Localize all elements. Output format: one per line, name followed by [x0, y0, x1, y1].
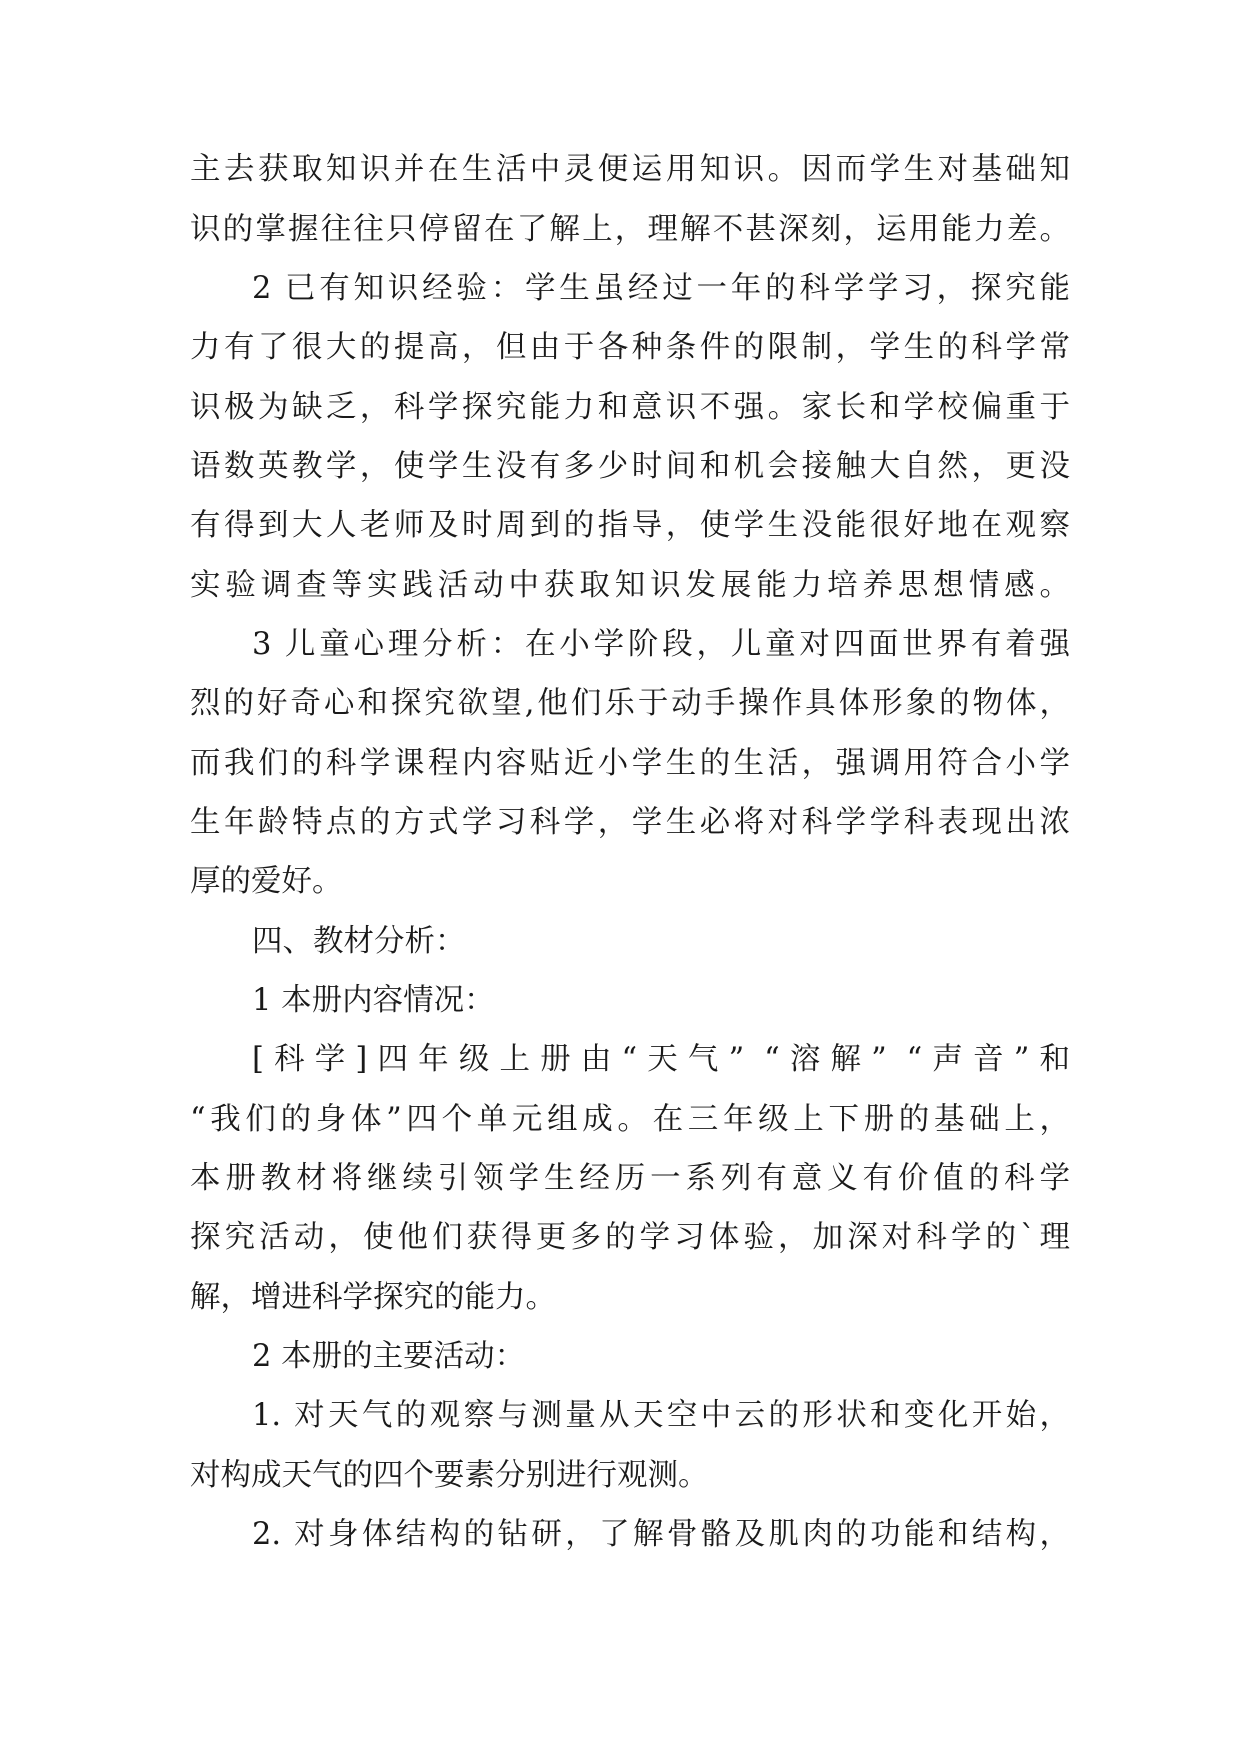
text-line: 有得到大人老师及时周到的指导，使学生没能很好地在观察 [190, 508, 1070, 543]
list-item: 2. 对身体结构的钻研，了解骨骼及肌肉的功能和结构， [252, 1517, 1070, 1552]
text-line: 生年龄特点的方式学习科学，学生必将对科学学科表现出浓 [190, 805, 1070, 840]
text-line: 识极为缺乏，科学探究能力和意识不强。家长和学校偏重于 [190, 390, 1070, 425]
text-line: [科学]四年级上册由“天气” “溶解” “声音”和 [252, 1042, 1070, 1077]
text-line: 2 已有知识经验：学生虽经过一年的科学学习，探究能 [252, 271, 1070, 306]
text-line: “我们的身体”四个单元组成。在三年级上下册的基础上， [190, 1102, 1070, 1137]
section-heading: 四、教材分析： [252, 924, 466, 959]
text-line: 探究活动，使他们获得更多的学习体验，加深对科学的`理 [190, 1220, 1070, 1255]
list-item: 1. 对天气的观察与测量从天空中云的形状和变化开始， [252, 1398, 1070, 1433]
subsection-heading: 1 本册内容情况： [252, 983, 495, 1018]
text-line: 实验调查等实践活动中获取知识发展能力培养思想情感。 [190, 568, 1070, 603]
text-line: 解，增进科学探究的能力。 [190, 1280, 556, 1315]
text-line: 语数英教学，使学生没有多少时间和机会接触大自然，更没 [190, 449, 1070, 484]
subsection-heading: 2 本册的主要活动： [252, 1339, 526, 1374]
text-line: 主去获取知识并在生活中灵便运用知识。因而学生对基础知 [190, 152, 1070, 187]
text-line: 3 儿童心理分析：在小学阶段，儿童对四面世界有着强 [252, 627, 1070, 662]
text-line: 识的掌握往往只停留在了解上，理解不甚深刻，运用能力差。 [190, 212, 1070, 247]
text-line: 对构成天气的四个要素分别进行观测。 [190, 1458, 709, 1493]
text-line: 厚的爱好。 [190, 864, 343, 899]
text-line: 而我们的科学课程内容贴近小学生的生活，强调用符合小学 [190, 746, 1070, 781]
text-line: 力有了很大的提高，但由于各种条件的限制，学生的科学常 [190, 330, 1070, 365]
text-line: 本册教材将继续引领学生经历一系列有意义有价值的科学 [190, 1161, 1070, 1196]
text-line: 烈的好奇心和探究欲望,他们乐于动手操作具体形象的物体， [190, 686, 1070, 721]
